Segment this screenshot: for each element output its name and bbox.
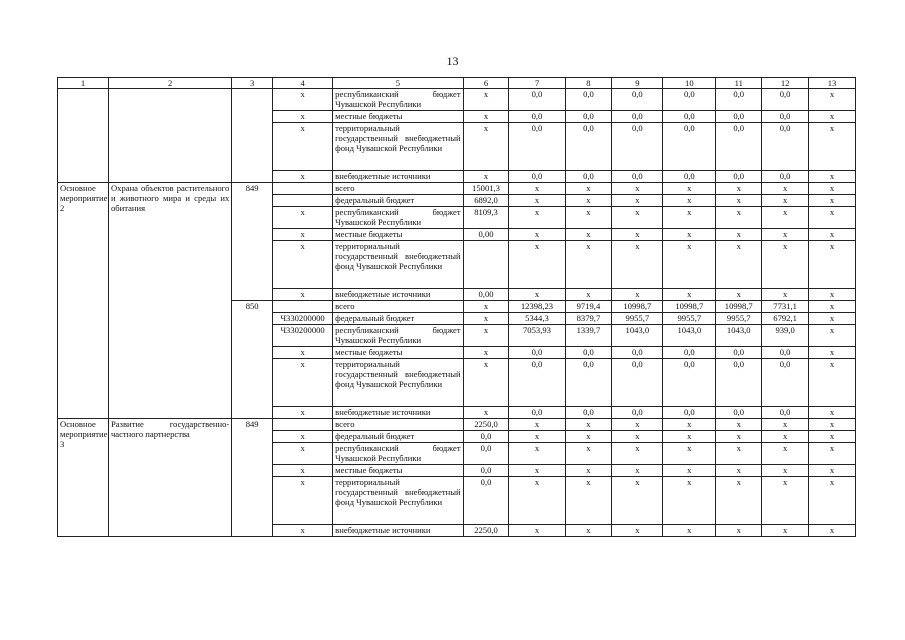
year-value-cell: 0,0 xyxy=(612,89,663,111)
last-column-cell: x xyxy=(809,123,856,171)
year-value-cell: 1043,0 xyxy=(612,325,663,347)
year-value-cell: x xyxy=(565,183,612,195)
year-value-cell: x xyxy=(509,289,565,301)
funding-source-cell: территориальный государственный внебюджетный фонд Чувашской Республики xyxy=(333,477,463,525)
ministry-code-cell: 850 xyxy=(232,301,273,419)
year-value-cell: x xyxy=(716,419,762,431)
total-cell: x xyxy=(463,123,509,171)
year-value-cell: x xyxy=(509,229,565,241)
year-value-cell: x xyxy=(509,525,565,537)
header-cell: 8 xyxy=(565,78,612,89)
year-value-cell: 0,0 xyxy=(612,407,663,419)
year-value-cell: x xyxy=(663,183,716,195)
funding-source-cell: всего xyxy=(333,183,463,195)
year-value-cell: 0,0 xyxy=(663,123,716,171)
last-column-cell: x xyxy=(809,419,856,431)
classification-code-cell: x xyxy=(273,431,333,443)
year-value-cell: x xyxy=(565,289,612,301)
funding-source-cell: республиканский бюджет Чувашской Республики xyxy=(333,443,463,465)
year-value-cell: 10998,7 xyxy=(716,301,762,313)
year-value-cell: x xyxy=(663,241,716,289)
funding-source-cell: местные бюджеты xyxy=(333,465,463,477)
year-value-cell: 0,0 xyxy=(716,359,762,407)
year-value-cell: x xyxy=(762,183,809,195)
year-value-cell: x xyxy=(565,525,612,537)
year-value-cell: x xyxy=(762,241,809,289)
header-cell: 7 xyxy=(509,78,565,89)
year-value-cell: 0,0 xyxy=(612,111,663,123)
year-value-cell: x xyxy=(612,419,663,431)
last-column-cell: x xyxy=(809,443,856,465)
year-value-cell: x xyxy=(612,289,663,301)
year-value-cell: x xyxy=(716,229,762,241)
funding-source-cell: территориальный государственный внебюджетный фонд Чувашской Республики xyxy=(333,123,463,171)
year-value-cell: x xyxy=(509,207,565,229)
year-value-cell: x xyxy=(716,525,762,537)
year-value-cell: x xyxy=(663,195,716,207)
funding-source-cell: территориальный государственный внебюджетный фонд Чувашской Республики xyxy=(333,359,463,407)
year-value-cell: 10998,7 xyxy=(663,301,716,313)
funding-source-cell: внебюджетные источники xyxy=(333,525,463,537)
year-value-cell: 0,0 xyxy=(663,89,716,111)
year-value-cell: x xyxy=(565,477,612,525)
total-cell: 2250,0 xyxy=(463,525,509,537)
total-cell: x xyxy=(463,313,509,325)
year-value-cell: 7053,93 xyxy=(509,325,565,347)
year-value-cell: x xyxy=(565,207,612,229)
activity-title-cell: Развитие государственно-частного партнерства xyxy=(108,419,231,537)
year-value-cell: 7731,1 xyxy=(762,301,809,313)
year-value-cell: 1043,0 xyxy=(663,325,716,347)
total-cell: x xyxy=(463,301,509,313)
classification-code-cell: x xyxy=(273,241,333,289)
year-value-cell: x xyxy=(565,443,612,465)
header-cell: 1 xyxy=(58,78,109,89)
year-value-cell: 8379,7 xyxy=(565,313,612,325)
year-value-cell: x xyxy=(663,289,716,301)
year-value-cell: x xyxy=(762,195,809,207)
last-column-cell: x xyxy=(809,183,856,195)
year-value-cell: x xyxy=(716,477,762,525)
year-value-cell: x xyxy=(612,477,663,525)
funding-source-cell: местные бюджеты xyxy=(333,111,463,123)
header-cell: 10 xyxy=(663,78,716,89)
funding-source-cell: федеральный бюджет xyxy=(333,195,463,207)
classification-code-cell: x xyxy=(273,89,333,111)
total-cell: 8109,3 xyxy=(463,207,509,229)
ministry-code-cell: 849 xyxy=(232,183,273,301)
last-column-cell: x xyxy=(809,465,856,477)
year-value-cell: x xyxy=(762,443,809,465)
page-number: 13 xyxy=(446,54,459,68)
year-value-cell: 10998,7 xyxy=(612,301,663,313)
last-column-cell: x xyxy=(809,431,856,443)
classification-code-cell: x xyxy=(273,407,333,419)
header-cell: 5 xyxy=(333,78,463,89)
year-value-cell: 0,0 xyxy=(509,89,565,111)
total-cell: 6892,0 xyxy=(463,195,509,207)
year-value-cell: x xyxy=(565,229,612,241)
total-cell: 0,00 xyxy=(463,289,509,301)
year-value-cell: 0,0 xyxy=(565,123,612,171)
total-cell: 0,0 xyxy=(463,431,509,443)
year-value-cell: 0,0 xyxy=(509,171,565,183)
year-value-cell: 9955,7 xyxy=(612,313,663,325)
classification-code-cell: x xyxy=(273,359,333,407)
year-value-cell: 0,0 xyxy=(663,359,716,407)
year-value-cell: 0,0 xyxy=(509,359,565,407)
year-value-cell: 0,0 xyxy=(716,407,762,419)
year-value-cell: 0,0 xyxy=(762,123,809,171)
year-value-cell: x xyxy=(716,207,762,229)
year-value-cell: 0,0 xyxy=(762,347,809,359)
year-value-cell: 0,0 xyxy=(716,111,762,123)
year-value-cell: 0,0 xyxy=(565,347,612,359)
year-value-cell: x xyxy=(663,431,716,443)
last-column-cell: x xyxy=(809,347,856,359)
year-value-cell: 0,0 xyxy=(612,359,663,407)
last-column-cell: x xyxy=(809,407,856,419)
header-cell: 11 xyxy=(716,78,762,89)
year-value-cell: 0,0 xyxy=(565,111,612,123)
total-cell: 0,0 xyxy=(463,465,509,477)
last-column-cell: x xyxy=(809,171,856,183)
funding-source-cell: всего xyxy=(333,419,463,431)
classification-code-cell: x xyxy=(273,171,333,183)
year-value-cell: 0,0 xyxy=(663,347,716,359)
classification-code-cell: x xyxy=(273,289,333,301)
activity-title-cell xyxy=(108,89,231,183)
year-value-cell: x xyxy=(612,465,663,477)
last-column-cell: x xyxy=(809,207,856,229)
header-cell: 13 xyxy=(809,78,856,89)
last-column-cell: x xyxy=(809,359,856,407)
year-value-cell: x xyxy=(565,195,612,207)
header-cell: 3 xyxy=(232,78,273,89)
year-value-cell: 0,0 xyxy=(509,347,565,359)
year-value-cell: 1339,7 xyxy=(565,325,612,347)
funding-source-cell: федеральный бюджет xyxy=(333,431,463,443)
year-value-cell: 9719,4 xyxy=(565,301,612,313)
year-value-cell: 1043,0 xyxy=(716,325,762,347)
classification-code-cell: x xyxy=(273,207,333,229)
total-cell: x xyxy=(463,171,509,183)
year-value-cell: 9955,7 xyxy=(663,313,716,325)
ministry-code-cell: 849 xyxy=(232,419,273,537)
year-value-cell: 9955,7 xyxy=(716,313,762,325)
year-value-cell: 0,0 xyxy=(612,347,663,359)
classification-code-cell xyxy=(273,419,333,431)
year-value-cell: x xyxy=(663,207,716,229)
year-value-cell: 6792,1 xyxy=(762,313,809,325)
year-value-cell: x xyxy=(762,465,809,477)
year-value-cell: x xyxy=(762,431,809,443)
last-column-cell: x xyxy=(809,195,856,207)
total-cell: x xyxy=(463,359,509,407)
last-column-cell: x xyxy=(809,301,856,313)
header-cell: 6 xyxy=(463,78,509,89)
year-value-cell: 0,0 xyxy=(612,123,663,171)
activity-label-cell xyxy=(58,89,109,183)
total-cell: 0,0 xyxy=(463,443,509,465)
last-column-cell: x xyxy=(809,525,856,537)
table-body xyxy=(58,89,856,537)
year-value-cell: x xyxy=(509,419,565,431)
year-value-cell: x xyxy=(565,465,612,477)
year-value-cell: x xyxy=(509,195,565,207)
year-value-cell: x xyxy=(762,477,809,525)
header-cell: 4 xyxy=(273,78,333,89)
funding-source-cell: всего xyxy=(333,301,463,313)
last-column-cell: x xyxy=(809,325,856,347)
year-value-cell: x xyxy=(612,207,663,229)
total-cell: x xyxy=(463,407,509,419)
table-row xyxy=(58,89,856,111)
year-value-cell: x xyxy=(762,207,809,229)
year-value-cell: x xyxy=(612,443,663,465)
year-value-cell: x xyxy=(663,477,716,525)
total-cell: 0,0 xyxy=(463,477,509,525)
year-value-cell: x xyxy=(612,229,663,241)
year-value-cell: 0,0 xyxy=(509,407,565,419)
last-column-cell: x xyxy=(809,477,856,525)
classification-code-cell: Ч330200000 xyxy=(273,325,333,347)
funding-source-cell: федеральный бюджет xyxy=(333,313,463,325)
funding-source-cell: республиканский бюджет Чувашской Республики xyxy=(333,89,463,111)
classification-code-cell: x xyxy=(273,229,333,241)
last-column-cell: x xyxy=(809,313,856,325)
year-value-cell: 0,0 xyxy=(509,123,565,171)
budget-table xyxy=(57,77,856,537)
year-value-cell: x xyxy=(612,241,663,289)
year-value-cell: x xyxy=(762,525,809,537)
classification-code-cell xyxy=(273,183,333,195)
year-value-cell: x xyxy=(565,431,612,443)
total-cell: x xyxy=(463,325,509,347)
year-value-cell: 0,0 xyxy=(663,111,716,123)
year-value-cell: x xyxy=(612,183,663,195)
table-row xyxy=(58,183,856,195)
year-value-cell: 0,0 xyxy=(509,111,565,123)
total-cell: x xyxy=(463,89,509,111)
year-value-cell: x xyxy=(663,229,716,241)
total-cell: 2250,0 xyxy=(463,419,509,431)
year-value-cell: 0,0 xyxy=(565,359,612,407)
year-value-cell: x xyxy=(663,465,716,477)
classification-code-cell: x xyxy=(273,525,333,537)
year-value-cell: x xyxy=(716,195,762,207)
year-value-cell: x xyxy=(716,183,762,195)
last-column-cell: x xyxy=(809,229,856,241)
year-value-cell: x xyxy=(509,431,565,443)
activity-label-cell: Основное мероприятие 2 xyxy=(58,183,109,419)
year-value-cell: x xyxy=(509,241,565,289)
year-value-cell: 0,0 xyxy=(716,89,762,111)
year-value-cell: 0,0 xyxy=(565,407,612,419)
year-value-cell: 0,0 xyxy=(762,407,809,419)
year-value-cell: x xyxy=(612,525,663,537)
funding-source-cell: местные бюджеты xyxy=(333,229,463,241)
year-value-cell: 0,0 xyxy=(716,347,762,359)
classification-code-cell xyxy=(273,301,333,313)
year-value-cell: x xyxy=(612,431,663,443)
year-value-cell: 5344,3 xyxy=(509,313,565,325)
classification-code-cell: x xyxy=(273,477,333,525)
last-column-cell: x xyxy=(809,89,856,111)
year-value-cell: 939,0 xyxy=(762,325,809,347)
total-cell: x xyxy=(463,347,509,359)
year-value-cell: x xyxy=(509,183,565,195)
header-cell: 2 xyxy=(108,78,231,89)
classification-code-cell xyxy=(273,195,333,207)
year-value-cell: x xyxy=(663,525,716,537)
funding-source-cell: внебюджетные источники xyxy=(333,171,463,183)
year-value-cell: 0,0 xyxy=(663,407,716,419)
year-value-cell: x xyxy=(565,419,612,431)
classification-code-cell: x xyxy=(273,465,333,477)
last-column-cell: x xyxy=(809,111,856,123)
total-cell: 15001,3 xyxy=(463,183,509,195)
year-value-cell: x xyxy=(509,443,565,465)
year-value-cell: x xyxy=(509,465,565,477)
total-cell: 0,00 xyxy=(463,229,509,241)
year-value-cell: x xyxy=(612,195,663,207)
classification-code-cell: x xyxy=(273,443,333,465)
funding-source-cell: внебюджетные источники xyxy=(333,289,463,301)
year-value-cell: x xyxy=(716,443,762,465)
funding-source-cell: республиканский бюджет Чувашской Республики xyxy=(333,207,463,229)
year-value-cell: x xyxy=(663,443,716,465)
year-value-cell: 0,0 xyxy=(565,171,612,183)
year-value-cell: 0,0 xyxy=(762,359,809,407)
year-value-cell: x xyxy=(565,241,612,289)
year-value-cell: 0,0 xyxy=(716,171,762,183)
classification-code-cell: Ч330200000 xyxy=(273,313,333,325)
year-value-cell: x xyxy=(716,465,762,477)
year-value-cell: x xyxy=(762,229,809,241)
activity-title-cell: Охрана объектов растительного и животного мира и среды их обитания xyxy=(108,183,231,419)
header-cell: 12 xyxy=(762,78,809,89)
year-value-cell: 0,0 xyxy=(663,171,716,183)
funding-source-cell: республиканский бюджет Чувашской Республики xyxy=(333,325,463,347)
funding-source-cell: местные бюджеты xyxy=(333,347,463,359)
year-value-cell: 0,0 xyxy=(716,123,762,171)
year-value-cell: x xyxy=(762,289,809,301)
year-value-cell: 0,0 xyxy=(762,111,809,123)
classification-code-cell: x xyxy=(273,347,333,359)
table-row xyxy=(58,419,856,431)
year-value-cell: x xyxy=(762,419,809,431)
year-value-cell: x xyxy=(663,419,716,431)
header-cell: 9 xyxy=(612,78,663,89)
total-cell: x xyxy=(463,111,509,123)
funding-source-cell: внебюджетные источники xyxy=(333,407,463,419)
column-number-row xyxy=(58,78,856,89)
year-value-cell: x xyxy=(716,241,762,289)
activity-label-cell: Основное мероприятие 3 xyxy=(58,419,109,537)
classification-code-cell: x xyxy=(273,123,333,171)
year-value-cell: 0,0 xyxy=(565,89,612,111)
ministry-code-cell xyxy=(232,89,273,183)
classification-code-cell: x xyxy=(273,111,333,123)
last-column-cell: x xyxy=(809,289,856,301)
year-value-cell: 0,0 xyxy=(762,171,809,183)
year-value-cell: 12398,23 xyxy=(509,301,565,313)
year-value-cell: x xyxy=(716,289,762,301)
year-value-cell: 0,0 xyxy=(762,89,809,111)
funding-source-cell: территориальный государственный внебюджетный фонд Чувашской Республики xyxy=(333,241,463,289)
year-value-cell: 0,0 xyxy=(612,171,663,183)
last-column-cell: x xyxy=(809,241,856,289)
year-value-cell: x xyxy=(716,431,762,443)
total-cell xyxy=(463,241,509,289)
year-value-cell: x xyxy=(509,477,565,525)
